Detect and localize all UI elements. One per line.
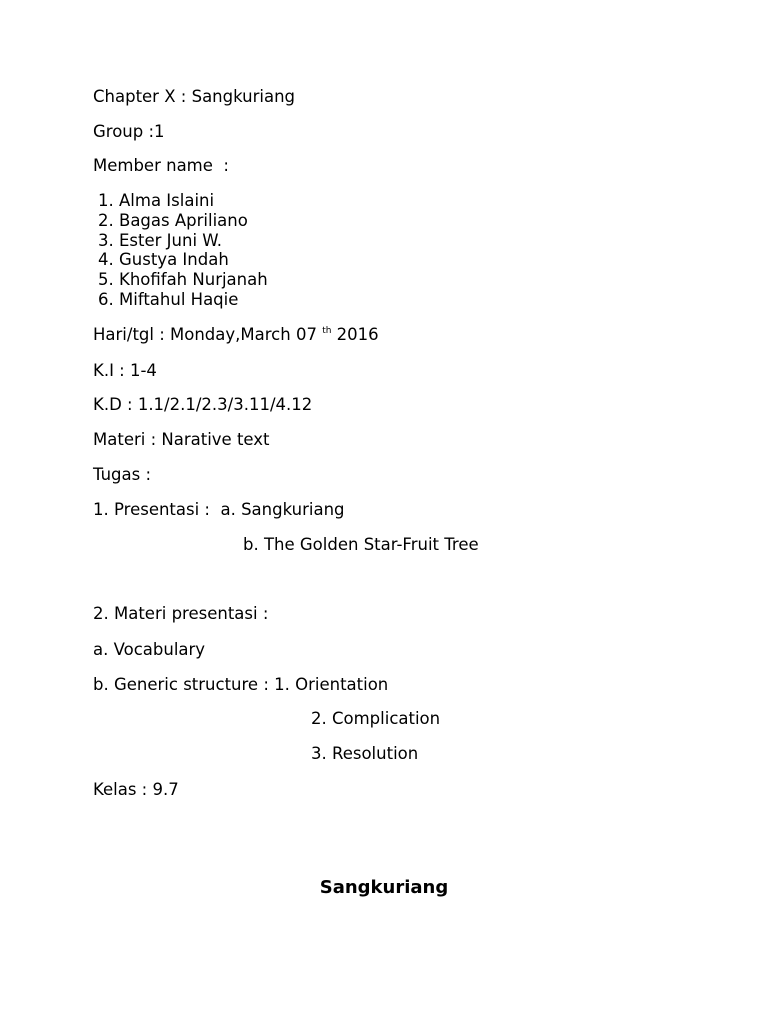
member-item	[98, 270, 268, 290]
member-item	[98, 191, 268, 211]
member-number: 2.	[98, 210, 114, 230]
presentasi-line-1: 1. Presentasi : a. Sangkuriang	[93, 500, 345, 519]
vocabulary-line: a. Vocabulary	[93, 640, 206, 659]
member-item	[98, 231, 268, 251]
member-list	[98, 191, 268, 310]
member-number: 1.	[98, 191, 114, 210]
materi-line: Materi : Narative text	[93, 430, 270, 449]
member-item	[98, 211, 268, 231]
date-year: 2016	[331, 325, 379, 344]
member-name: Bagas Apriliano	[119, 210, 248, 230]
resolution-line: 3. Resolution	[311, 744, 419, 763]
complication-line: 2. Complication	[311, 709, 441, 728]
member-number: 6.	[98, 289, 114, 309]
chapter-separator: :	[175, 87, 192, 106]
date-line	[93, 325, 379, 345]
member-heading: Member name :	[93, 156, 229, 175]
materi-presentasi-heading: 2. Materi presentasi :	[93, 604, 269, 623]
tugas-line: Tugas :	[93, 465, 152, 484]
chapter-line	[93, 87, 295, 107]
kelas-line: Kelas : 9.7	[93, 780, 179, 799]
story-title: Sangkuriang	[319, 877, 449, 898]
group-line: Group :1	[93, 122, 165, 141]
member-number: 5.	[98, 270, 114, 290]
date-superscript: th	[322, 326, 332, 336]
date-prefix: Hari/tgl : Monday,March 07	[93, 325, 323, 344]
member-name: Alma Islaini	[119, 191, 215, 210]
member-name: Khofifah Nurjanah	[119, 270, 268, 290]
generic-structure-line: b. Generic structure : 1. Orientation	[93, 675, 389, 694]
member-name: Gustya Indah	[119, 250, 229, 270]
kd-line: K.D : 1.1/2.1/2.3/3.11/4.12	[93, 395, 313, 414]
member-item	[98, 250, 268, 270]
presentasi-line-2: b. The Golden Star-Fruit Tree	[243, 535, 479, 554]
chapter-label: Chapter X	[93, 87, 176, 106]
chapter-value: Sangkuriang	[191, 87, 296, 106]
member-name: Miftahul Haqie	[119, 289, 239, 309]
member-number: 4.	[98, 250, 114, 270]
member-item	[98, 290, 268, 310]
member-name: Ester Juni W.	[119, 230, 222, 250]
member-number: 3.	[98, 230, 114, 250]
ki-line: K.I : 1-4	[93, 361, 157, 380]
